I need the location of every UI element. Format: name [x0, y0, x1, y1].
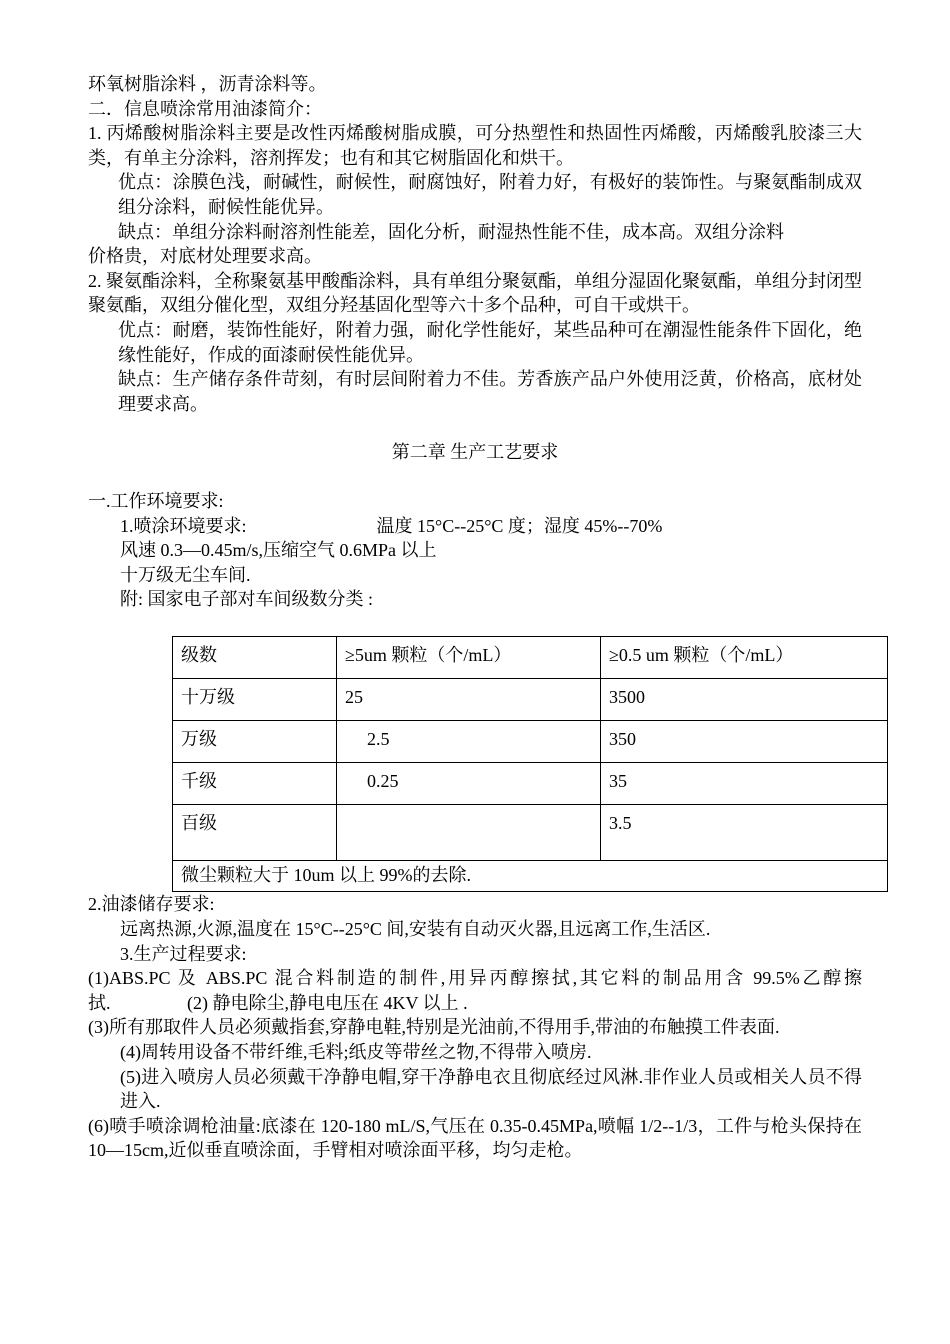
intro-line: 环氧树脂涂料 ，沥青涂料等。 — [88, 74, 327, 94]
table-row — [173, 720, 888, 762]
process-heading: 3.生产过程要求: — [120, 943, 247, 964]
process-item-5: (5)进入喷房人员必须戴干净静电帽,穿干净静电衣且彻底经过风淋.非作业人员或相关人员不得进入. — [120, 1066, 862, 1112]
table-footer-cell: 微尘颗粒大于 10um 以上 99%的去除. — [173, 860, 888, 892]
table-footer-row — [173, 860, 888, 892]
table-header-row — [173, 636, 888, 678]
cleanroom-class-table — [172, 636, 888, 893]
table-cell: 350 — [601, 720, 888, 762]
table-row — [173, 804, 888, 860]
env-spray-requirements — [88, 514, 862, 539]
table-cell: 25 — [337, 678, 601, 720]
table-cell: 3.5 — [601, 804, 888, 860]
storage-heading: 2.油漆储存要求: — [88, 894, 215, 915]
process-item-1-2 — [88, 966, 862, 1015]
env-spray-label: 1.喷涂环境要求: — [120, 515, 247, 536]
polyurethane-pros: 优点：耐磨，装饰性能好，附着力强，耐化学性能好，某些品种可在潮湿性能条件下固化，绝缘性能好，作成的面漆耐侯性能优异。 — [118, 319, 862, 365]
acrylic-paragraph: 1. 丙烯酸树脂涂料主要是改性丙烯酸树脂成膜，可分热塑性和热固性丙烯酸，丙烯酸乳胶漆三大类，有单主分涂料，溶剂挥发；也有和其它树脂固化和烘干。 — [88, 123, 862, 168]
table-cell: 千级 — [173, 762, 337, 804]
env-room: 十万级无尘车间. — [120, 564, 251, 585]
table-cell: 十万级 — [173, 678, 337, 720]
table-row — [173, 678, 888, 720]
storage-text: 远离热源,火源,温度在 15°C--25°C 间,安装有自动灭火器,且远离工作,生活区. — [120, 919, 711, 940]
spacer — [88, 465, 862, 489]
env-spray-values: 温度 15°C--25°C 度；湿度 45%--70% — [376, 515, 663, 536]
table-cell: 万级 — [173, 720, 337, 762]
table-cell: 3500 — [601, 678, 888, 720]
chapter-title: 第二章 生产工艺要求 — [391, 442, 559, 463]
polyurethane-cons: 缺点：生产储存条件苛刻，有时层间附着力不佳。芳香族产品户外使用泛黄，价格高，底材处理要求高。 — [118, 369, 862, 414]
acrylic-cons-continued: 价格贵，对底材处理要求高。 — [88, 246, 322, 267]
spacer — [88, 612, 862, 636]
table-cell: 35 — [601, 762, 888, 804]
document-page — [88, 72, 862, 1163]
process-item-6: (6)喷手喷涂调枪油量:底漆在 120-180 mL/S,气压在 0.35-0.45MPa,喷幅 1/2--1/3，工件与枪头保持在 10—15cm,近似垂直喷涂面，手臂相对喷涂面平移，均匀走枪。 — [88, 1115, 862, 1161]
process-item-3: (3)所有那取件人员必须戴指套,穿静电鞋,特别是光油前,不得用手,带油的布触摸工件表面. — [88, 1017, 780, 1038]
acrylic-pros: 优点：涂膜色浅，耐碱性，耐候性，耐腐蚀好，附着力好，有极好的装饰性。与聚氨酯制成双组分涂料，耐候性能优异。 — [118, 172, 862, 217]
table-header-cell: ≥0.5 um 颗粒（个/mL） — [601, 636, 888, 678]
table-header-cell: ≥5um 颗粒（个/mL） — [337, 636, 601, 678]
table-cell: 0.25 — [337, 762, 601, 804]
env-wind: 风速 0.3—0.45m/s,压缩空气 0.6MPa 以上 — [120, 540, 437, 561]
table-cell — [337, 804, 601, 860]
table-row — [173, 762, 888, 804]
process-item-2: (2) 静电除尘,静电电压在 4KV 以上 . — [187, 992, 468, 1013]
table-header-cell: 级数 — [173, 636, 337, 678]
env-heading: 一.工作环境要求: — [88, 490, 224, 511]
acrylic-cons: 缺点：单组分涂料耐溶剂性能差，固化分析，耐湿热性能不佳，成本高。双组分涂料 — [118, 221, 784, 242]
table-cell: 百级 — [173, 804, 337, 860]
table-cell: 2.5 — [337, 720, 601, 762]
polyurethane-paragraph: 2. 聚氨酯涂料，全称聚氨基甲酸酯涂料，具有单组分聚氨酯，单组分湿固化聚氨酯，单组分封闭型聚氨酯，双组分催化型，双组分羟基固化型等六十多个品种，可自干或烘干。 — [88, 270, 862, 316]
section-heading-paints: 二．信息喷涂常用油漆简介： — [88, 98, 322, 119]
spacer — [88, 416, 862, 440]
env-note: 附: 国家电子部对车间级数分类 : — [120, 589, 374, 610]
process-item-1: (1)ABS.PC 及 ABS.PC 混合料制造的制件,用异丙醇擦拭,其它料的制品用含 99.5%乙醇擦拭. — [88, 968, 862, 1013]
process-item-4: (4)周转用设备不带纤维,毛料;纸皮等带丝之物,不得带入喷房. — [120, 1042, 592, 1063]
